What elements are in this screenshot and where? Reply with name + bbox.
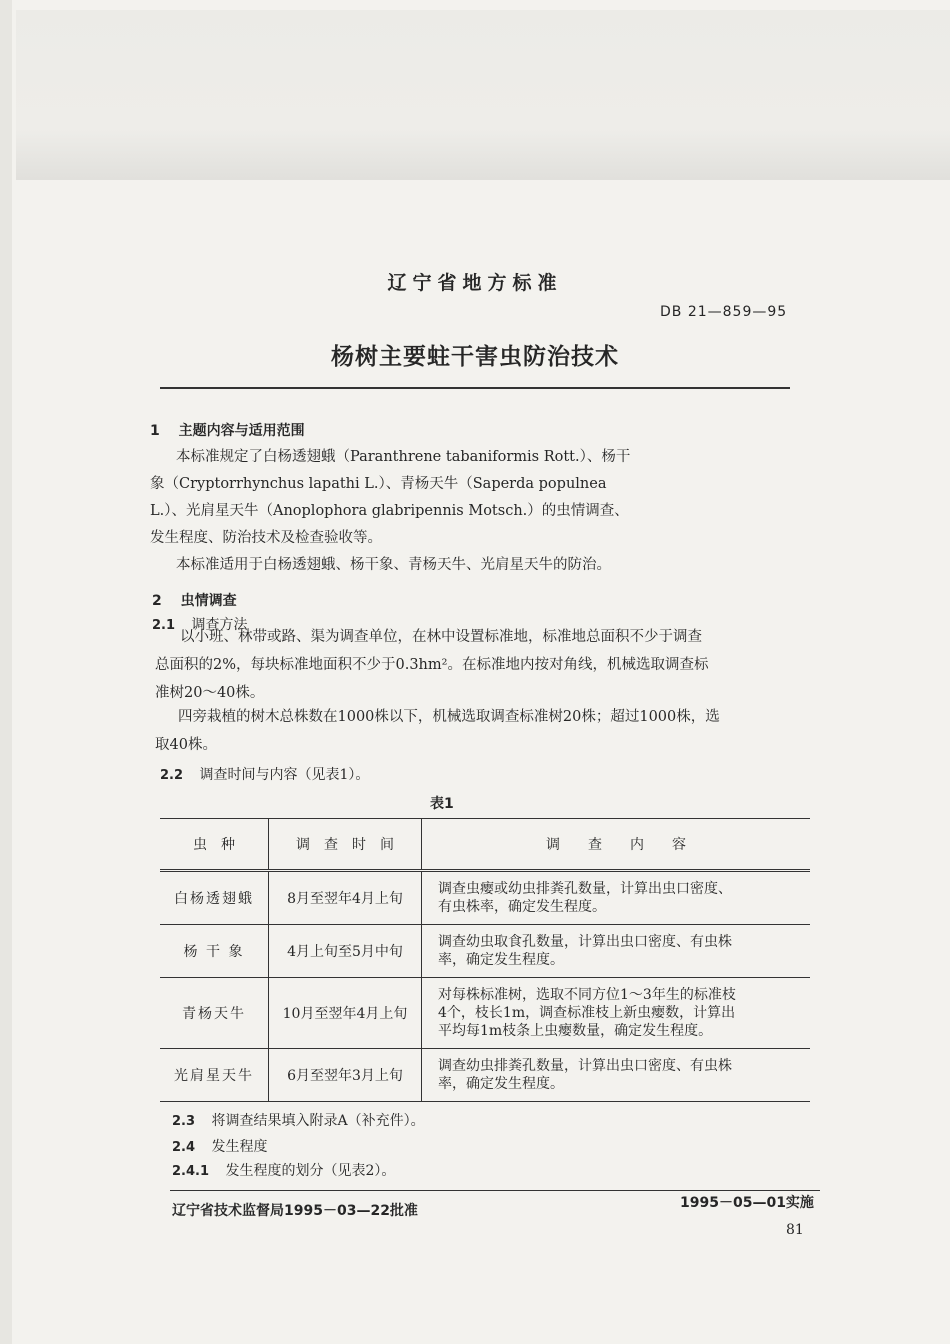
paragraph-line: 本标准规定了白杨透翅蛾（Paranthrene tabaniformis Rott.）、杨干 xyxy=(176,449,631,465)
subsection-number: 2.1 xyxy=(152,618,176,633)
content-cell xyxy=(422,871,811,925)
table-header-row xyxy=(160,819,810,871)
effective-date: 1995－05—01实施 xyxy=(680,1195,814,1211)
approval-note: 辽宁省技术监督局1995－03—22批准 xyxy=(172,1203,418,1219)
section-title: 虫情调查 xyxy=(180,593,237,609)
time-cell: 8月至翌年4月上旬 xyxy=(269,871,422,925)
content-cell xyxy=(422,1049,811,1102)
species-cell: 白杨透翅蛾 xyxy=(160,871,269,925)
content-line: 调查幼虫取食孔数量，计算出虫口密度、有虫株 xyxy=(438,934,732,950)
species-cell: 青杨天牛 xyxy=(160,978,269,1049)
document-title: 杨树主要蛀干害虫防治技术 xyxy=(331,344,619,370)
table-caption: 表1 xyxy=(430,796,454,812)
content-line: 对每株标准树，选取不同方位1～3年生的标准枝 xyxy=(438,987,736,1003)
subsection-2-4-1 xyxy=(172,1160,395,1180)
subsection-2-2 xyxy=(160,764,369,784)
paragraph-line: 取40株。 xyxy=(155,737,217,753)
content-line: 有虫株率，确定发生程度。 xyxy=(438,899,606,915)
section-number: 2 xyxy=(152,593,162,609)
paragraph-line: 以小班、林带或路、渠为调查单位，在林中设置标准地，标准地总面积不少于调查 xyxy=(180,629,702,645)
subsection-number: 2.2 xyxy=(160,768,184,783)
section-title: 主题内容与适用范围 xyxy=(178,423,305,439)
subsection-title: 调查方法 xyxy=(191,617,248,633)
survey-table xyxy=(160,818,810,1102)
content-cell xyxy=(422,978,811,1049)
paragraph-line: 四旁栽植的树木总株数在1000株以下，机械选取调查标准树20株；超过1000株，选 xyxy=(178,709,720,725)
paragraph-line: 象（Cryptorrhynchus lapathi L.）、青杨天牛（Saperda populnea xyxy=(150,476,607,492)
time-cell: 10月至翌年4月上旬 xyxy=(269,978,422,1049)
paragraph-line: 发生程度、防治技术及检查验收等。 xyxy=(150,530,382,546)
subsection-2-4 xyxy=(172,1136,267,1156)
table-row xyxy=(160,871,810,925)
subsection-text: 发生程度的划分（见表2）。 xyxy=(225,1163,396,1179)
column-header: 虫 种 xyxy=(160,819,269,871)
column-header: 调 查 内 容 xyxy=(422,819,811,871)
table-row xyxy=(160,978,810,1049)
subsection-number: 2.4 xyxy=(172,1140,196,1155)
subsection-text: 发生程度 xyxy=(211,1139,268,1155)
paragraph-line: 本标准适用于白杨透翅蛾、杨干象、青杨天牛、光肩星天牛的防治。 xyxy=(176,557,611,573)
standard-code: DB 21—859—95 xyxy=(660,304,788,320)
column-header: 调 查 时 间 xyxy=(269,819,422,871)
page-number: 81 xyxy=(786,1222,804,1238)
species-cell: 光肩星天牛 xyxy=(160,1049,269,1102)
standard-name: 辽宁省地方标准 xyxy=(387,272,563,294)
paragraph-line: 准树20～40株。 xyxy=(155,685,265,701)
content-line: 平均每1m枝条上虫瘿数量，确定发生程度。 xyxy=(438,1023,713,1039)
subsection-number: 2.4.1 xyxy=(172,1164,210,1179)
subsection-text: 调查时间与内容（见表1）。 xyxy=(199,767,370,783)
paragraph-line: L.）、光肩星天牛（Anoplophora glabripennis Motsch.）的虫情调查、 xyxy=(150,503,629,519)
paragraph-line: 总面积的2%，每块标准地面积不少于0.3hm²。在标准地内按对角线，机械选取调查标 xyxy=(155,657,709,673)
section-1-heading xyxy=(150,420,305,440)
species-cell: 杨 干 象 xyxy=(160,925,269,978)
scan-shadow-band xyxy=(16,10,950,180)
content-line: 率，确定发生程度。 xyxy=(438,1076,564,1092)
table-row xyxy=(160,1049,810,1102)
section-2-heading xyxy=(152,590,237,610)
content-cell xyxy=(422,925,811,978)
content-line: 调查幼虫排粪孔数量，计算出虫口密度、有虫株 xyxy=(438,1058,732,1074)
subsection-number: 2.3 xyxy=(172,1114,196,1129)
content-line: 率，确定发生程度。 xyxy=(438,952,564,968)
footer-rule xyxy=(170,1190,820,1191)
table-row xyxy=(160,925,810,978)
content-line: 4个，枝长1m，调查标准枝上新虫瘿数，计算出 xyxy=(438,1005,736,1021)
section-number: 1 xyxy=(150,423,160,439)
content-line: 调查虫瘿或幼虫排粪孔数量，计算出虫口密度、 xyxy=(438,881,732,897)
time-cell: 6月至翌年3月上旬 xyxy=(269,1049,422,1102)
time-cell: 4月上旬至5月中旬 xyxy=(269,925,422,978)
title-rule xyxy=(160,387,790,389)
scan-page-edge xyxy=(0,0,12,1344)
subsection-text: 将调查结果填入附录A（补充件）。 xyxy=(211,1113,425,1129)
subsection-2-3 xyxy=(172,1110,425,1130)
